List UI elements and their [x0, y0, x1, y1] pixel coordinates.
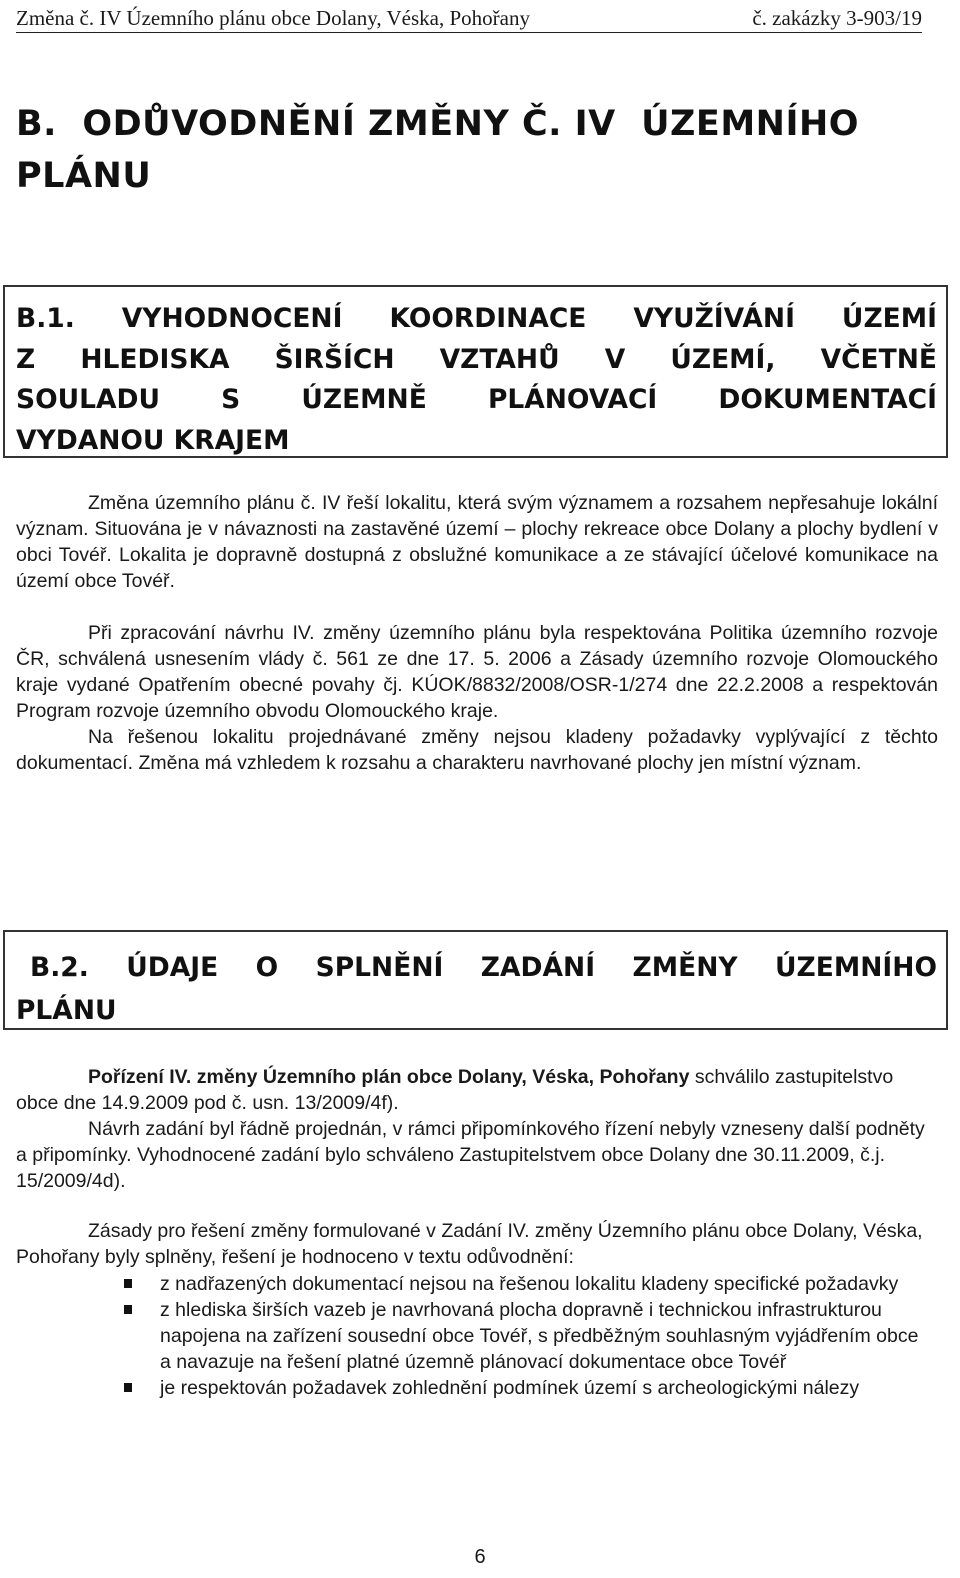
chapter-title-line-1: B. ODŮVODNĚNÍ ZMĚNY Č. IV ÚZEMNÍHO: [16, 104, 860, 144]
section-b1-heading-line-3: SOULADU S ÚZEMNĚ PLÁNOVACÍ DOKUMENTACÍ: [16, 384, 937, 415]
section-b1-paragraph-2: Při zpracování návrhu IV. změny územního plánu byla respektována Politika územního rozvoje ČR, schválená usnesením vlády č. 561 ze dne 17. 5. 2006 a Zásady územního rozvoje Olomouckého kraje vydané Opatřením obecné povahy čj. KÚOK/8832/2008/OSR-1/274 dne 22.2.2008 a respektován Program rozvoje územního obvodu Olomouckého kraje.: [16, 622, 938, 722]
section-b2-paragraph-3: Zásady pro řešení změny formulované v Zadání IV. změny Územního plánu obce Dolany, Véska, Pohořany byly splněny, řešení je hodnoceno v textu odůvodnění:: [16, 1220, 923, 1268]
list-item: z nadřazených dokumentací nejsou na řešenou lokalitu kladeny specifické požadavky: [0, 1271, 930, 1297]
section-b1-paragraph-1: Změna územního plánu č. IV řeší lokalitu, která svým významem a rozsahem nepřesahuje lokální význam. Situována je v návaznosti na zastavěné území – plochy rekreace obce Dolany a plochy bydlení v obci Tovéř. Lokalita je dopravně dostupná z obslužné komunikace a ze stávající účelové komunikace na území obce Tovéř.: [16, 492, 938, 592]
section-b2-heading-line-2: PLÁNU: [16, 995, 117, 1026]
header-order-number: č. zakázky 3-903/19: [752, 6, 922, 30]
section-b1-heading: [16, 299, 937, 461]
section-b2-heading: [16, 946, 937, 1032]
section-b2-heading-box: [3, 930, 948, 1030]
square-bullet-icon: [124, 1305, 132, 1314]
chapter-title: [16, 98, 936, 202]
header-document-title: Změna č. IV Územního plánu obce Dolany, Véska, Pohořany: [16, 6, 530, 30]
section-b1-heading-line-1: B.1. VYHODNOCENÍ KOORDINACE VYUŽÍVÁNÍ ÚZEMÍ: [16, 303, 937, 334]
requirements-list: [0, 1271, 930, 1401]
section-b1-heading-box: [3, 285, 948, 458]
section-b2-paragraph-1: [16, 1064, 938, 1116]
procurement-rest: schválilo zastupitelstvo obce dne 14.9.2009 pod č. usn. 13/2009/4f).: [16, 1066, 894, 1114]
procurement-lead: Pořízení IV. změny Územního plán obce Dolany, Véska, Pohořany: [88, 1066, 690, 1088]
section-b1-paragraph-3: Na řešenou lokalitu projednávané změny nejsou kladeny požadavky vyplývající z těchto dokumentací. Změna má vzhledem k rozsahu a charakteru navrhované plochy jen místní význam.: [16, 726, 938, 774]
section-b1-heading-line-2: Z HLEDISKA ŠIRŠÍCH VZTAHŮ V ÚZEMÍ, VČETNĚ: [16, 343, 937, 375]
chapter-title-line-2: PLÁNU: [16, 156, 152, 196]
section-b2-paragraph-2: Návrh zadání byl řádně projednán, v rámci připomínkového řízení nebyly vzneseny další podněty a připomínky. Vyhodnocené zadání bylo schváleno Zastupitelstvem obce Dolany dne 30.11.2009, č.j. 15/2009/4d).: [16, 1118, 925, 1192]
list-item: je respektován požadavek zohlednění podmínek území s archeologickými nálezy: [0, 1375, 930, 1401]
section-b2-heading-line-1: B.2. ÚDAJE O SPLNĚNÍ ZADÁNÍ ZMĚNY ÚZEMNÍHO: [30, 952, 937, 983]
section-b2-paragraphs: [16, 1064, 938, 1194]
running-header: [16, 4, 922, 33]
square-bullet-icon: [124, 1383, 132, 1392]
list-item: z hlediska širších vazeb je navrhovaná plocha dopravně i technickou infrastrukturou napojena na zařízení sousední obce Tovéř, s předběžným souhlasným vyjádřením obce a navazuje na řešení platné územně plánovací dokumentace obce Tovéř: [0, 1297, 930, 1375]
square-bullet-icon: [124, 1279, 132, 1288]
section-b1-paragraphs: [16, 620, 938, 776]
section-b1-heading-line-4: VYDANOU KRAJEM: [16, 424, 290, 456]
page-number: 6: [474, 1546, 486, 1568]
